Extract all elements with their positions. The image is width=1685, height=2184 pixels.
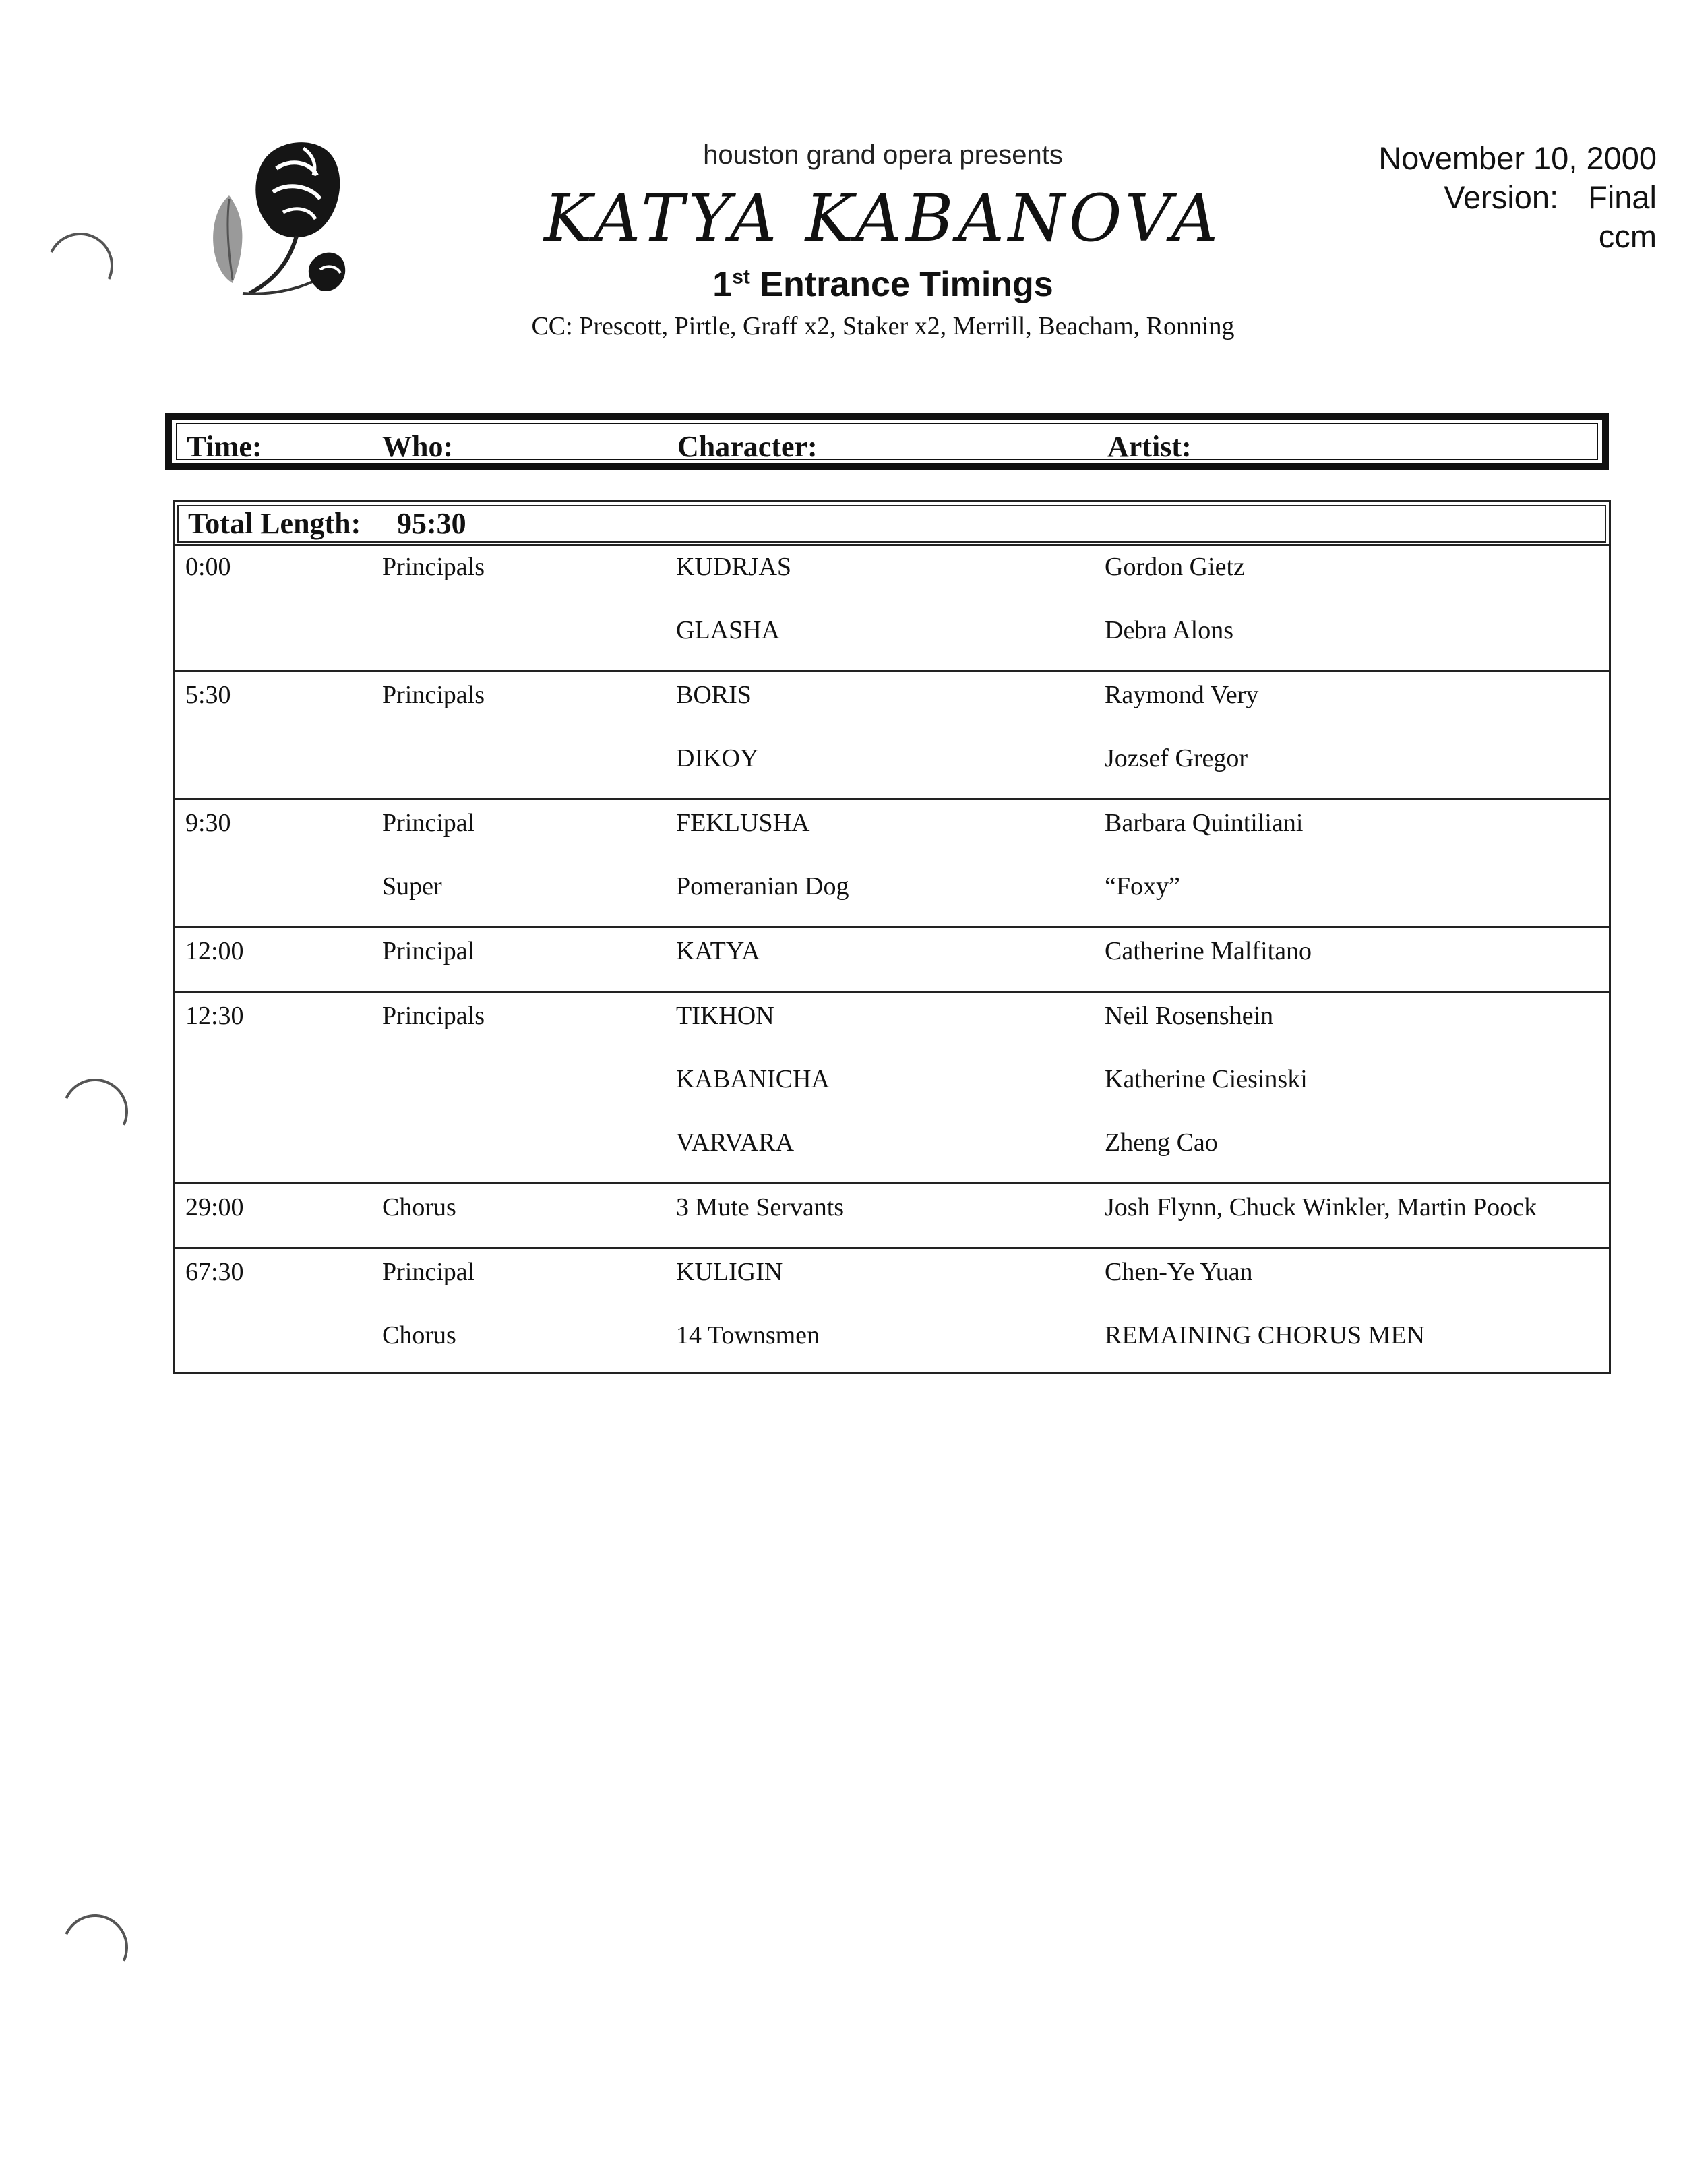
author-initials: ccm — [1598, 218, 1657, 254]
character-cell: KULIGIN — [676, 1258, 783, 1286]
document-meta — [1378, 139, 1657, 256]
artist-cell: Katherine Ciesinski — [1105, 1065, 1308, 1093]
total-length-value: 95:30 — [397, 507, 466, 540]
artist-cell: REMAINING CHORUS MEN — [1105, 1321, 1426, 1349]
entrance-time: 12:00 — [185, 937, 244, 965]
timing-group — [175, 1184, 1609, 1249]
who-cell: Chorus — [382, 1321, 456, 1349]
total-length-row — [175, 502, 1609, 546]
who-cell: Principals — [382, 553, 485, 581]
presenter-line: houston grand opera presents — [703, 140, 1063, 170]
artist-cell: Gordon Gietz — [1105, 553, 1245, 581]
entrance-time: 9:30 — [185, 809, 231, 837]
column-header-bar — [165, 413, 1609, 470]
who-cell: Chorus — [382, 1193, 456, 1221]
column-header-who: Who: — [382, 430, 454, 463]
artist-cell: Raymond Very — [1105, 681, 1259, 709]
binder-hole-mark — [53, 1905, 137, 1990]
character-cell: VARVARA — [676, 1128, 795, 1157]
character-cell: FEKLUSHA — [676, 809, 810, 837]
who-cell: Principals — [382, 1002, 485, 1030]
artist-cell: Debra Alons — [1105, 616, 1234, 644]
who-cell: Super — [382, 872, 442, 901]
timing-group — [175, 544, 1609, 672]
artist-cell: Barbara Quintiliani — [1105, 809, 1304, 837]
character-cell: KABANICHA — [676, 1065, 830, 1093]
entrance-time: 0:00 — [185, 553, 231, 581]
binder-hole-mark — [53, 1069, 137, 1154]
timing-group — [175, 672, 1609, 800]
entrance-timings-table — [173, 500, 1611, 1374]
character-cell: KATYA — [676, 937, 760, 965]
timing-group — [175, 928, 1609, 993]
character-cell: Pomeranian Dog — [676, 872, 849, 901]
artist-cell: Neil Rosenshein — [1105, 1002, 1274, 1030]
character-cell: TIKHON — [676, 1002, 774, 1030]
who-cell: Principal — [382, 937, 475, 965]
version-line: Version: Final — [1444, 179, 1657, 215]
artist-cell: Chen-Ye Yuan — [1105, 1258, 1253, 1286]
column-header-character: Character: — [677, 430, 818, 463]
total-length-label: Total Length: — [188, 507, 361, 540]
who-cell: Principal — [382, 809, 475, 837]
timing-group — [175, 993, 1609, 1184]
character-cell: 3 Mute Servants — [676, 1193, 845, 1221]
document-date: November 10, 2000 — [1378, 140, 1657, 176]
opera-title: KATYA KABANOVA — [544, 181, 1222, 256]
timing-group — [175, 800, 1609, 928]
timing-group — [175, 1249, 1609, 1377]
character-cell: KUDRJAS — [676, 553, 792, 581]
artist-cell: Catherine Malfitano — [1105, 937, 1312, 965]
who-cell: Principals — [382, 681, 485, 709]
entrance-time: 5:30 — [185, 681, 231, 709]
artist-cell: “Foxy” — [1105, 872, 1180, 901]
entrance-time: 29:00 — [185, 1193, 244, 1221]
column-header-time: Time: — [187, 430, 262, 463]
character-cell: DIKOY — [676, 744, 759, 772]
character-cell: BORIS — [676, 681, 752, 709]
entrance-time: 12:30 — [185, 1002, 244, 1030]
character-cell: GLASHA — [676, 616, 780, 644]
cc-list: CC: Prescott, Pirtle, Graff x2, Staker x2, Merrill, Beacham, Ronning — [531, 312, 1235, 340]
character-cell: 14 Townsmen — [676, 1321, 820, 1349]
artist-cell: Jozsef Gregor — [1105, 744, 1248, 772]
column-header-artist: Artist: — [1107, 430, 1192, 463]
entrance-time: 67:30 — [185, 1258, 244, 1286]
page-subtitle: 1st Entrance Timings — [712, 265, 1053, 304]
who-cell: Principal — [382, 1258, 475, 1286]
artist-cell: Zheng Cao — [1105, 1128, 1218, 1157]
artist-cell: Josh Flynn, Chuck Winkler, Martin Poock — [1105, 1193, 1537, 1221]
